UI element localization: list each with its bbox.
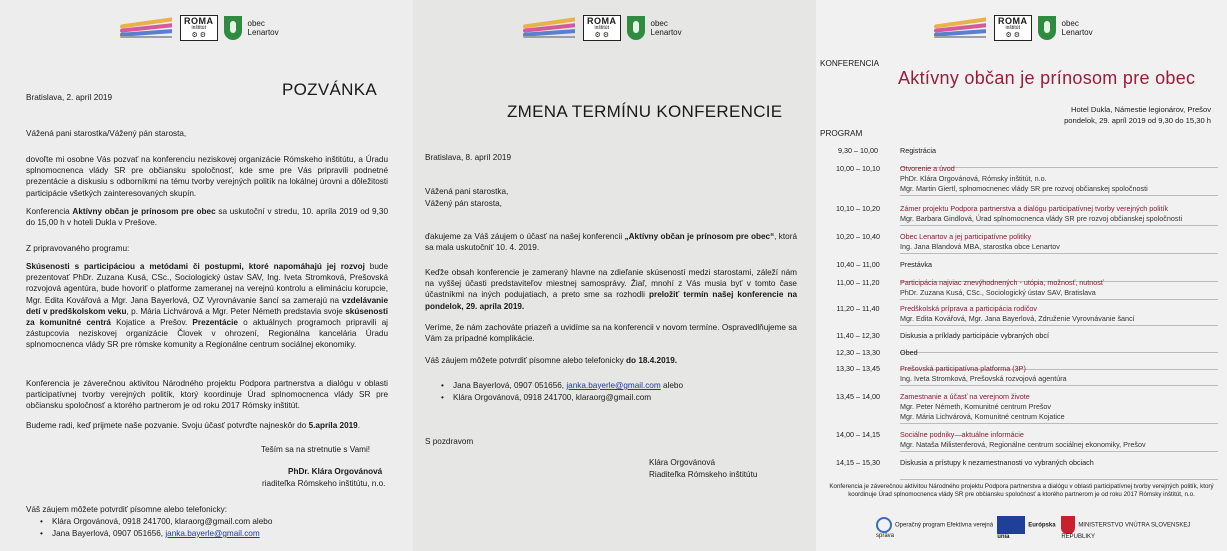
contact-item: • Klára Orgovánová, 0918 241700, klaraorg@gmail.com — [453, 392, 651, 403]
letter-date: Bratislava, 2. apríl 2019 — [26, 93, 113, 102]
letter-date: Bratislava, 8. apríl 2019 — [425, 153, 512, 162]
obec-lenartov-label: obec Lenartov — [1061, 18, 1093, 37]
program-title: Prestávka — [900, 260, 932, 269]
program-speaker: Mgr. Peter Németh, Komunitné centrum Prešov — [900, 402, 1051, 411]
program-title: Registrácia — [900, 146, 936, 155]
header-logos — [934, 10, 1093, 46]
meeting-line: Teším sa na stretnutie s Vami! — [261, 445, 371, 454]
email-link[interactable]: janka.bayerle@gmail.com — [566, 381, 661, 390]
contact-item: • Klára Orgovánová, 0918 241700, klaraorg@gmail.com alebo — [52, 516, 272, 527]
signer-role: Riaditeľka Rómskeho inštitútu — [649, 470, 758, 479]
program-speaker: PhDr. Zuzana Kusá, CSc., Sociologický ústav SAV, Bratislava — [900, 288, 1096, 297]
roma-institut-logo: ROMA inštitút ⚙ ⚙ — [994, 15, 1032, 41]
salutation: Vážený pán starosta, — [425, 199, 502, 208]
program-time: 13,45 – 14,00 — [836, 392, 880, 401]
lenartov-crest-icon — [224, 16, 242, 40]
lenartov-crest-icon — [1038, 16, 1056, 40]
rsvp-line: Váš záujem môžete potvrdiť písomne alebo telefonicky do 18.4.2019. — [425, 356, 678, 365]
header-logos — [120, 10, 279, 46]
program-time: 14,15 – 15,30 — [836, 458, 880, 467]
swoosh-logo-icon — [120, 13, 174, 43]
program-title: Zámer projektu Podpora partnerstva a dialógu participatívnej tvorby verejných politík — [900, 204, 1169, 213]
obec-lenartov-label: obec Lenartov — [650, 18, 682, 37]
program-time: 12,30 – 13,30 — [836, 348, 880, 357]
program-row — [828, 304, 1218, 326]
contact-item: • Jana Bayerlová, 0907 051656, janka.bayerle@gmail.com — [52, 528, 260, 539]
letter-heading: POZVÁNKA — [282, 80, 377, 99]
ministry-logo: MINISTERSTVO VNÚTRA SLOVENSKEJ REPUBLIKY — [1061, 516, 1207, 540]
letter-heading: ZMENA TERMÍNU KONFERENCIE — [507, 102, 783, 121]
signer-role: riaditeľka Rómskeho inštitútu, n.o. — [262, 479, 386, 488]
salutation: Vážená pani starostka/Vážený pán starosta, — [26, 129, 187, 138]
contact-intro: Váš záujem môžete potvrdiť písomne alebo telefonicky: — [26, 505, 228, 514]
program-title: Zamestnanie a účasť na verejnom živote — [900, 392, 1030, 401]
program-speaker: Mgr. Barbara Gindlová, Úrad splnomocnenca vlády SR pre rozvoj občianskej spoločnosti — [900, 214, 1183, 223]
program-title: Sociálne podniky—aktuálne informácie — [900, 430, 1024, 439]
row-divider — [900, 479, 1218, 480]
op-icon — [876, 517, 892, 533]
program-title: Obed — [900, 348, 918, 357]
rsvp-line: Budeme radi, keď prijmete naše pozvanie. Svoju účasť potvrďte najneskôr do 5.apríla 2019. — [26, 421, 361, 430]
contact-item: • Jana Bayerlová, 0907 051656, janka.bayerle@gmail.com alebo — [453, 380, 683, 391]
conference-program — [816, 0, 1227, 551]
signer-name: Klára Orgovánová — [649, 458, 715, 467]
program-title: Diskusia a prístupy k nezamestnanosti vo vybraných obciach — [900, 458, 1094, 467]
row-divider — [900, 451, 1218, 452]
op-logo: Operačný program Efektívna verejná správa — [876, 517, 997, 539]
program-speaker: Ing. Iveta Stromková, Prešovská rozvojová agentúra — [900, 374, 1067, 383]
row-divider — [900, 423, 1218, 424]
lenartov-crest-icon — [627, 16, 645, 40]
program-row — [828, 364, 1218, 386]
venue: Hotel Dukla, Námestie legionárov, Prešov — [1071, 105, 1211, 114]
program-time: 11,40 – 12,30 — [836, 331, 880, 340]
conference-label: KONFERENCIA — [820, 59, 880, 68]
header-logos — [523, 10, 682, 46]
program-time: 10,40 – 11,00 — [836, 260, 880, 269]
date-time: pondelok, 29. apríl 2019 od 9,30 do 15,30 h — [1064, 116, 1211, 125]
program-speaker: Mgr. Edita Kovářová, Mgr. Jana Bayerlová, Združenie Vyrovnávanie šancí — [900, 314, 1135, 323]
eu-flag-icon — [997, 516, 1025, 534]
program-time: 10,10 – 10,20 — [836, 204, 880, 213]
program-label: PROGRAM — [820, 129, 863, 138]
program-row — [828, 430, 1218, 452]
apology-paragraph: Veríme, že nám zachováte priazeň a uvidíme sa na konferencii v novom termíne. Ospravedlňujeme sa Vám za prípadné komplikácie. — [425, 323, 797, 344]
program-row — [828, 204, 1218, 226]
roma-institut-logo: ROMA inštitút ⚙ ⚙ — [180, 15, 218, 41]
program-time: 11,00 – 11,20 — [836, 278, 880, 287]
program-time: 11,20 – 11,40 — [836, 304, 880, 313]
program-speaker: Mgr. Martin Giertl, splnomocnenec vlády SR pre rozvoj občianskej spoločnosti — [900, 184, 1148, 193]
thanks-paragraph: ďakujeme za Váš záujem o účasť na našej konferencii „Aktívny občan je prínosom pre obec“, ktorá sa mala uskutočniť 10. 4. 2019. — [425, 232, 798, 253]
program-speaker: PhDr. Klára Orgovánová, Rómsky inštitút, n.o. — [900, 174, 1047, 183]
footer-note: Konferencia je záverečnou aktivitou Národného projektu Podpora partnerstva a dialógu v oblasti participatívnej tvorby verejných politík, ktorý koordinuje Úrad splnomocnenca vlády SR pre občiansku spoločnosť a ktorého partnerom je od roku 2017 Rómsky inštitút, n.o. — [829, 483, 1214, 498]
program-row — [828, 392, 1218, 424]
signer-name: PhDr. Klára Orgovánová — [288, 467, 383, 476]
row-divider — [900, 325, 1218, 326]
program-title: Obec Lenartov a jej participatívne politiky — [900, 232, 1032, 241]
email-link[interactable]: janka.bayerle@gmail.com — [165, 529, 260, 538]
program-title: Predškolská príprava a participácia rodičov — [900, 304, 1038, 313]
roma-institut-logo: ROMA inštitút ⚙ ⚙ — [583, 15, 621, 41]
program-speaker: Mgr. Mária Lichvárová, Komunitné centrum Kojatice — [900, 412, 1065, 421]
eu-logo: Európska únia — [997, 516, 1061, 540]
program-row — [828, 164, 1218, 196]
program-time: 10,00 – 10,10 — [836, 164, 880, 173]
program-time: 14,00 – 14,15 — [836, 430, 880, 439]
program-paragraph: Skúsenosti s participáciou a metódami či postupmi, ktoré napomáhajú jej rozvoj bude prezentovať PhDr. Zuzana Kusá, CSc., Sociologický ústav SAV, Ing. Iveta Stromková, Prešovská rozvojová agentúra, bude hovoriť o platforme zameranej na verejnú kontrolu a elimináciu korupcie, Mgr. Edita Kovářová a Mgr. Jana Bayerlová, OZ Vyrovnávanie šancí sa zamerajú na vzdelávanie detí v predškolskom veku, p. Mária Lichvárová a Mgr. Peter Németh predstavia svoje skúsenosti za komunitné centrá Kojatice a Prešov. Prezentácie o aktuálnych programoch pripravili aj zástupcovia neziskovej organizácie Človek v ohrození, Regionálna kancelária Úradu splnomocnenca vlády SR pre rómske komunity a Regionálne centrum sociálnej ekonomiky. — [26, 262, 388, 350]
program-title: Prešovská participatívna platforma (3P) — [900, 364, 1026, 373]
program-row — [828, 232, 1218, 254]
program-title: Otvorenie a úvod — [900, 164, 955, 173]
program-intro: Z pripravovaného programu: — [26, 244, 130, 253]
funding-logos — [876, 512, 1207, 544]
row-divider — [900, 299, 1218, 300]
program-time: 13,30 – 13,45 — [836, 364, 880, 373]
sk-crest-icon — [1061, 516, 1075, 534]
conference-title: Aktívny občan je prínosom pre obec — [898, 68, 1196, 88]
obec-lenartov-label: obec Lenartov — [247, 18, 279, 37]
row-divider — [900, 253, 1218, 254]
salutation: Vážená pani starostka, — [425, 187, 509, 196]
program-row — [828, 278, 1218, 300]
program-title: Participácia najviac znevýhodnených - utópia, možnosť, nutnosť — [900, 278, 1104, 287]
date-change-letter — [413, 0, 816, 551]
program-speaker: Mgr. Nataša Milistenferová, Regionálne centrum sociálnej ekonomiky, Prešov — [900, 440, 1146, 449]
reason-paragraph: Keďže obsah konferencie je zameraný hlavne na zdieľanie skúseností medzi starostami, záleží nám na vyššej účasti predstaviteľov miestnej samosprávy. Žiaľ, mnohí z Vás musia byť v tomto čase účastníkmi na iných podujatiach, a preto sme sa rozhodli preložiť termín našej konferencie na pondelok, 29. apríla 2019. — [425, 268, 797, 311]
closing-paragraph: Konferencia je záverečnou aktivitou Národného projektu Podpora partnerstva a dialógu v oblasti participatívnej tvorby verejných politík, ktorý koordinuje Úrad splnomocnenca vlády SR pre občiansku spoločnosť a ktorého partnerom je od roku 2017 Rómsky inštitút. — [26, 379, 388, 411]
program-title: Diskusia a príklady participácie vybraných obcí — [900, 331, 1050, 340]
swoosh-logo-icon — [934, 13, 988, 43]
row-divider — [900, 195, 1218, 196]
program-time: 10,20 – 10,40 — [836, 232, 880, 241]
row-divider — [900, 225, 1218, 226]
conference-paragraph: Konferencia Aktívny občan je prínosom pre obec sa uskutoční v stredu, 10. apríla 2019 od 9,30 do 15,00 h v hoteli Dukla v Prešove. — [26, 207, 388, 228]
row-divider — [900, 385, 1218, 386]
intro-paragraph: dovoľte mi osobne Vás pozvať na konferenciu neziskovej organizácie Rómskeho inštitútu, a Úradu splnomocnenca vlády SR pre občiansku spoločnosť, kde sme pre Vás pripravili podnetné prezentácie a diskusiu s odborníkmi na tému tvorby verejných politík na lokálnej úrovni a dôležitosti participácie všetkých zainteresovaných skupín. — [26, 155, 388, 198]
regards: S pozdravom — [425, 437, 474, 446]
invitation-letter — [0, 0, 413, 551]
program-speaker: Ing. Jana Blandová MBA, starostka obce Lenartov — [900, 242, 1060, 251]
program-row — [828, 458, 1218, 480]
program-time: 9,30 – 10,00 — [838, 146, 878, 155]
swoosh-logo-icon — [523, 13, 577, 43]
